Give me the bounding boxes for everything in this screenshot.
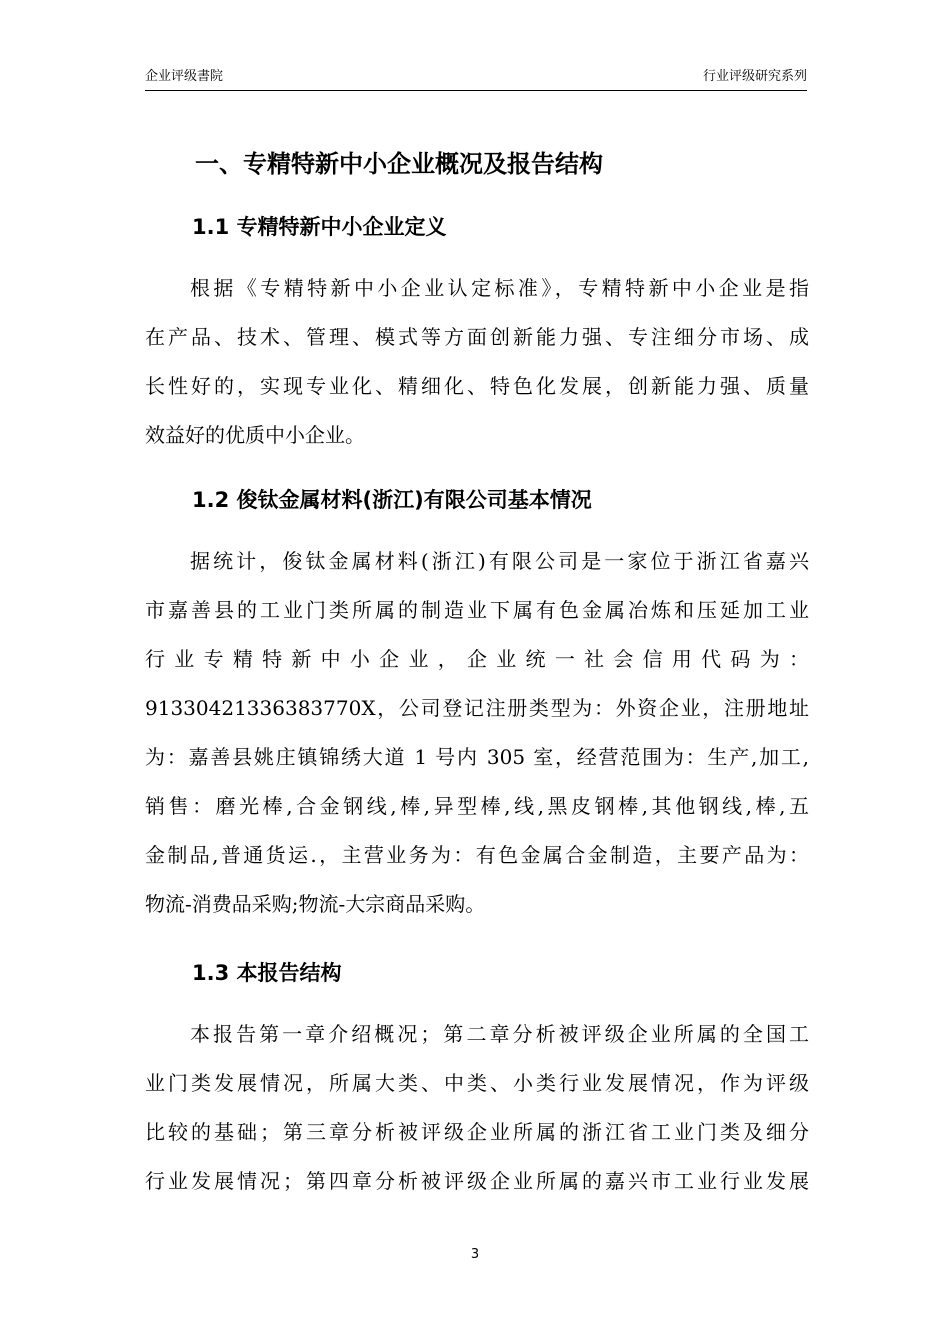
paragraph-report-structure bbox=[145, 1010, 809, 1206]
paragraph-line: 业门类发展情况，所属大类、中类、小类行业发展情况，作为评级 bbox=[145, 1071, 809, 1095]
header-left-text: 企业评级書院 bbox=[145, 69, 224, 84]
page-header bbox=[145, 68, 807, 91]
paragraph-line: 行业发展情况；第四章分析被评级企业所属的嘉兴市工业行业发展 bbox=[145, 1169, 809, 1193]
page-number: 3 bbox=[470, 1247, 480, 1262]
paragraph-line: 销售：磨光棒,合金钢线,棒,异型棒,线,黑皮钢棒,其他钢线,棒,五 bbox=[145, 794, 809, 818]
paragraph-line: 行业专精特新中小企业，企业统一社会信用代码为： bbox=[145, 647, 809, 671]
paragraph-line: 为：嘉善县姚庄镇锦绣大道 1 号内 305 室，经营范围为：生产,加工, bbox=[145, 745, 809, 769]
subsection-heading-1-2: 1.2 俊钛金属材料(浙江)有限公司基本情况 bbox=[192, 488, 592, 512]
paragraph-line: 金制品,普通货运.，主营业务为：有色金属合金制造，主要产品为： bbox=[145, 843, 809, 867]
subsection-heading-1-1: 1.1 专精特新中小企业定义 bbox=[192, 215, 447, 239]
paragraph-definition bbox=[145, 264, 809, 460]
paragraph-line: 91330421336383770X，公司登记注册类型为：外资企业，注册地址 bbox=[145, 696, 809, 720]
paragraph-line: 物流-消费品采购;物流-大宗商品采购。 bbox=[145, 892, 486, 916]
subsection-heading-1-3: 1.3 本报告结构 bbox=[192, 961, 342, 985]
paragraph-line: 据统计，俊钛金属材料(浙江)有限公司是一家位于浙江省嘉兴 bbox=[190, 549, 809, 573]
header-right-text: 行业评级研究系列 bbox=[702, 69, 807, 84]
paragraph-line: 本报告第一章介绍概况；第二章分析被评级企业所属的全国工 bbox=[190, 1022, 809, 1046]
paragraph-line: 比较的基础；第三章分析被评级企业所属的浙江省工业门类及细分 bbox=[145, 1120, 809, 1144]
paragraph-line: 长性好的，实现专业化、精细化、特色化发展，创新能力强、质量 bbox=[145, 374, 809, 398]
paragraph-line: 效益好的优质中小企业。 bbox=[145, 423, 365, 447]
section-title: 一、专精特新中小企业概况及报告结构 bbox=[195, 150, 603, 178]
paragraph-line: 市嘉善县的工业门类所属的制造业下属有色金属冶炼和压延加工业 bbox=[145, 598, 809, 622]
paragraph-line: 在产品、技术、管理、模式等方面创新能力强、专注细分市场、成 bbox=[145, 325, 809, 349]
paragraph-line: 根据《专精特新中小企业认定标准》，专精特新中小企业是指 bbox=[190, 276, 809, 300]
paragraph-company-info bbox=[145, 537, 809, 929]
